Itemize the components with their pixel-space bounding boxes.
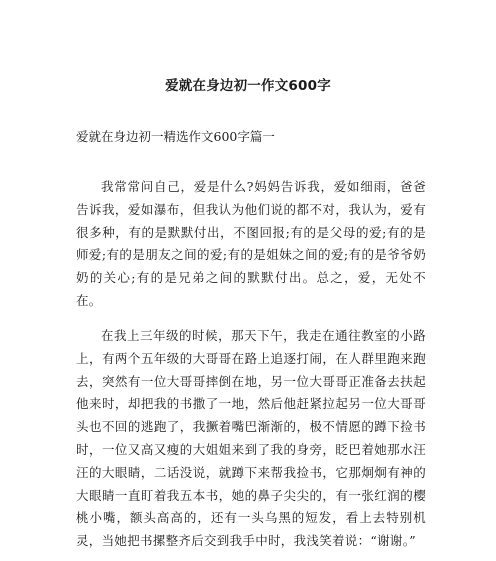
document-title: 爱就在身边初一作文600字 [165, 78, 331, 94]
document-subtitle: 爱就在身边初一精选作文600字篇一 [76, 129, 275, 144]
paragraph: 在我上三年级的时候，那天下午，我走在通往教室的小路上，有两个五年级的大哥哥在路上追逐打闹，在人群里跑来跑去，突然有一位大哥哥摔倒在地，另一位大哥哥正准备去扶起他来时，却把我的书撒了一地，然后他赶紧拉起另一位大哥哥头也不回的逃跑了，我撅着嘴巴渐渐的，极不情愿的蹲下捡书时，一位又高又瘦的大姐姐来到了我的身旁，眨巴着她那水汪汪的大眼睛，二话没说，就蹲下来帮我捡书，它那炯炯有神的大眼睛一直盯着我五本书，她的鼻子尖尖的，有一张红润的樱桃小嘴，额头高高的，还有一头乌黑的短发，看上去特别机灵，当她把书摞整齐后交到我手中时，我浅笑着说：“谢谢。” [76, 328, 426, 549]
paragraph: 我常常问自己，爱是什么?妈妈告诉我，爱如细雨，爸爸告诉我，爱如瀑布，但我认为他们说的都不对，我认为，爱有很多种，有的是默默付出，不图回报;有的是父母的爱;有的是师爱;有的是朋友之间的爱;有的是姐妹之间的爱;有的是爷爷奶奶的关心;有的是兄弟之间的默默付出。总之，爱，无处不在。 [76, 179, 426, 308]
